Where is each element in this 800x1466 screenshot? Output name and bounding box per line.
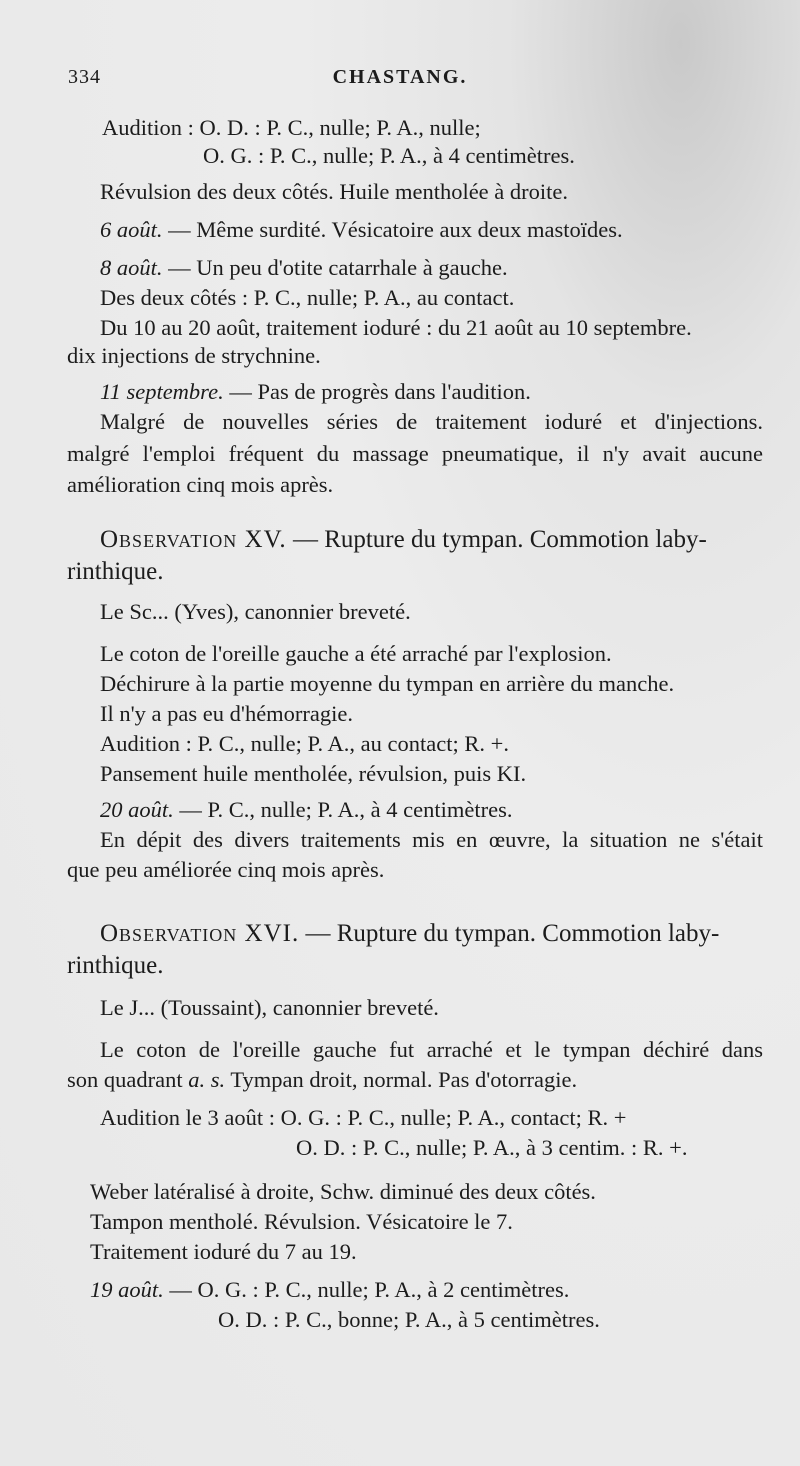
text-line: O. G. : P. C., nulle; P. A., à 4 centimètres. xyxy=(203,143,575,168)
dated-entry xyxy=(100,796,513,824)
text-span: son quadrant xyxy=(67,1067,189,1092)
text-line: Audition : O. D. : P. C., nulle; P. A., nulle; xyxy=(102,115,481,140)
text-line: Audition le 3 août : O. G. : P. C., nulle; P. A., contact; R. + xyxy=(100,1105,627,1130)
observation-title-cont: rinthique. xyxy=(67,558,164,585)
text-line: Du 10 au 20 août, traitement ioduré : du 21 août au 10 septembre. xyxy=(100,315,692,340)
dated-entry xyxy=(100,378,531,406)
dated-entry xyxy=(100,254,508,282)
entry-date: 20 août. xyxy=(100,797,174,822)
text-line: Le coton de l'oreille gauche a été arraché par l'explosion. xyxy=(100,641,612,666)
observation-heading xyxy=(100,920,719,948)
text-line: amélioration cinq mois après. xyxy=(67,472,334,497)
text-line: O. D. : P. C., bonne; P. A., à 5 centimètres. xyxy=(218,1307,600,1332)
entry-date: 6 août. xyxy=(100,217,163,242)
text-line: Révulsion des deux côtés. Huile mentholée à droite. xyxy=(100,179,569,204)
patient-line: Le Sc... (Yves), canonnier breveté. xyxy=(100,599,411,624)
text-line: Tampon mentholé. Révulsion. Vésicatoire le 7. xyxy=(90,1209,513,1234)
text-line xyxy=(67,1066,577,1094)
text-line: Le coton de l'oreille gauche fut arraché et le tympan déchiré dans xyxy=(100,1037,763,1062)
patient-line: Le J... (Toussaint), canonnier breveté. xyxy=(100,995,439,1020)
observation-heading xyxy=(100,526,707,554)
running-title: CHASTANG. xyxy=(332,66,468,88)
dated-entry xyxy=(90,1276,569,1304)
entry-date: 19 août. xyxy=(90,1277,164,1302)
observation-title: — Rupture du tympan. Commotion laby- xyxy=(299,920,720,947)
text-line: Il n'y a pas eu d'hémorragie. xyxy=(100,701,354,726)
entry-text: — Même surdité. Vésicatoire aux deux mastoïdes. xyxy=(162,217,623,242)
text-line: Weber latéralisé à droite, Schw. diminué des deux côtés. xyxy=(90,1179,596,1204)
entry-date: 8 août. xyxy=(100,255,163,280)
text-line: En dépit des divers traitements mis en œuvre, la situation ne s'était xyxy=(100,827,763,852)
observation-label: Observation XV. xyxy=(100,526,287,553)
entry-text: — Pas de progrès dans l'audition. xyxy=(223,379,531,404)
text-line: que peu améliorée cinq mois après. xyxy=(67,857,385,882)
text-line: O. D. : P. C., nulle; P. A., à 3 centim. : R. +. xyxy=(296,1135,688,1160)
text-line: Des deux côtés : P. C., nulle; P. A., au contact. xyxy=(100,285,515,310)
text-span: Tympan droit, normal. Pas d'otorragie. xyxy=(225,1067,578,1092)
text-line: Malgré de nouvelles séries de traitement ioduré et d'injections. xyxy=(100,409,763,434)
text-line: Pansement huile mentholée, révulsion, puis KI. xyxy=(100,761,527,786)
observation-label: Observation XVI. xyxy=(100,920,300,947)
observation-title-cont: rinthique. xyxy=(67,952,164,979)
entry-text: — O. G. : P. C., nulle; P. A., à 2 centimètres. xyxy=(163,1277,570,1302)
entry-date: 11 septembre. xyxy=(100,379,224,404)
text-line: malgré l'emploi fréquent du massage pneumatique, il n'y avait aucune xyxy=(67,441,763,466)
dated-entry xyxy=(100,216,623,244)
observation-title: — Rupture du tympan. Commotion laby- xyxy=(286,526,707,553)
text-line: Traitement ioduré du 7 au 19. xyxy=(90,1239,357,1264)
text-line: Déchirure à la partie moyenne du tympan en arrière du manche. xyxy=(100,671,675,696)
quadrant-abbrev: a. s. xyxy=(188,1067,226,1092)
text-line: Audition : P. C., nulle; P. A., au contact; R. +. xyxy=(100,731,509,756)
entry-text: — P. C., nulle; P. A., à 4 centimètres. xyxy=(173,797,513,822)
text-line: dix injections de strychnine. xyxy=(67,343,321,368)
entry-text: — Un peu d'otite catarrhale à gauche. xyxy=(162,255,508,280)
page-number: 334 xyxy=(68,66,101,88)
